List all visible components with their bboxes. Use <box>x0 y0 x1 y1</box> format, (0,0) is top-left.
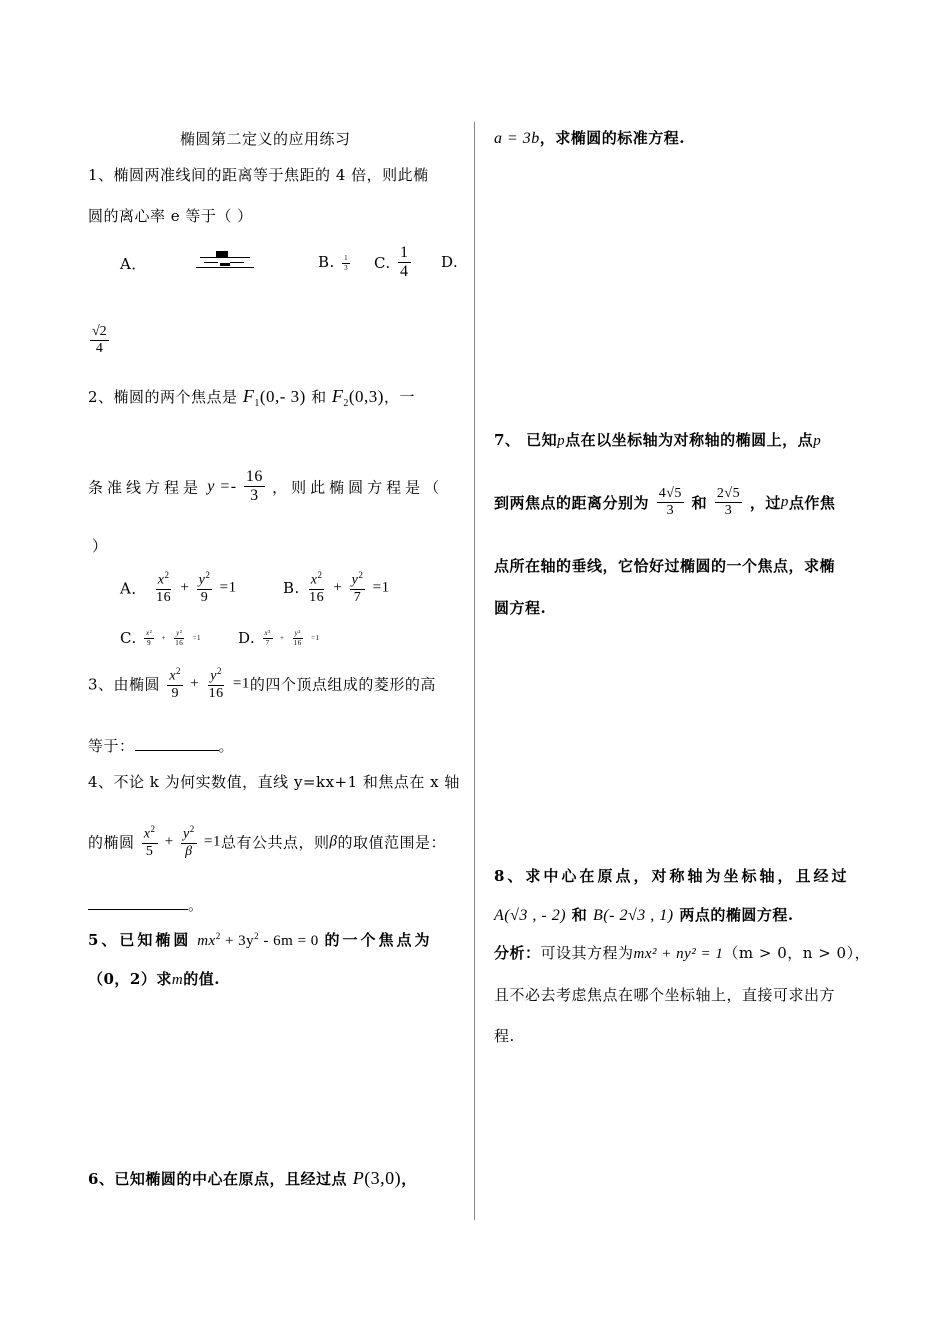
q2-line1: 2、椭圆的两个焦点是 $F_1(0,-$ 3) 和 $F_2(0,3)$，一 <box>88 386 415 409</box>
q7-line3: 点所在轴的垂线，它恰好过椭圆的一个焦点，求椭 <box>494 557 836 575</box>
q2-option-c: C. $\frac{\text{x²}}{9}$ + $\frac{\text{y²}}{16}$ =1 <box>120 629 201 647</box>
q7-line4: 圆方程. <box>494 599 547 617</box>
q8-line1: 8、求中心在原点，对称轴为坐标轴，且经过 <box>494 867 850 885</box>
q6-continuation: a = 3b，求椭圆的标准方程. <box>494 129 686 147</box>
q5-line2: （0，2）求m的值. <box>88 970 220 988</box>
q1-option-b: B. $\frac{1}{3}$ <box>318 253 349 272</box>
q2-option-d: D. $\frac{\text{x²}}{7}$ + $\frac{\text{y²}}{16}$ =1 <box>238 629 320 647</box>
q1-option-d-value: $\frac{√2}{4}$ <box>92 324 107 357</box>
q3-line2: 等于： 。 <box>88 737 235 755</box>
q2-option-a: A． $\frac{x^2}{16}$ + $\frac{y^2}{9}$ =1 <box>120 570 237 605</box>
q7-line1: 7、 已知p点在以坐标轴为对称轴的椭圆上，点p <box>494 431 822 449</box>
column-divider <box>474 122 475 1220</box>
q8-analysis: 分析：可设其方程为mx² + ny² = 1（m > 0，n > 0）， <box>494 944 871 962</box>
q4-line3: 。 <box>88 894 204 915</box>
q2-option-b: B. $\frac{x^2}{16}$ + $\frac{y^2}{7}$ =1 <box>283 570 390 605</box>
q8-line2: A(√3 , - 2) 和 B(- 2√3 , 1) 两点的椭圆方程. <box>494 906 794 924</box>
q8-line4: 且不必去考虑焦点在哪个坐标轴上，直接可求出方 <box>494 986 836 1004</box>
q7-line2: 到两焦点的距离分别为 $\frac{4√5}{3}$ 和 $\frac{2√5}{3}$ ，过p点作焦 <box>494 486 836 519</box>
q3-line1: 3、由椭圆 $\frac{x^2}{9}$ + $\frac{y^2}{16}$ =1的四个顶点组成的菱形的高 <box>88 666 436 701</box>
q2-close-paren: ） <box>92 537 108 555</box>
q6-line1: 6、已知椭圆的中心在原点，且经过点 P(3,0)， <box>88 1168 417 1188</box>
q1-option-d: D. <box>441 253 459 271</box>
q1-option-a: A． <box>120 255 147 273</box>
q8-line5: 程. <box>494 1027 515 1045</box>
q4-line1: 4、不论 k 为何实数值，直线 y=kx+1 和焦点在 x 轴 <box>88 773 460 791</box>
page-title: 椭圆第二定义的应用练习 <box>180 130 351 148</box>
q1-option-a-formula-image <box>196 250 254 272</box>
q1-line1: 1、椭圆两准线间的距离等于焦距的 4 倍，则此椭 <box>88 166 429 184</box>
q1-option-c: C. $\frac{1}{4}$ <box>374 244 409 281</box>
q1-line2: 圆的离心率 e 等于（ ） <box>88 207 253 225</box>
q4-line2: 的椭圆 $\frac{x^2}{5}$ + $\frac{y^2}{\beta}$ =1总有公共点，则β的取值范围是： <box>88 824 447 859</box>
q2-line2: 条准线方程是 y =- $\frac{16}{3}$ ，则此椭圆方程是（ <box>88 468 444 505</box>
q5-line1: 5、已知椭圆 $mx^2 + 3y^2 - 6m = 0$ 的一个焦点为 <box>88 931 433 949</box>
